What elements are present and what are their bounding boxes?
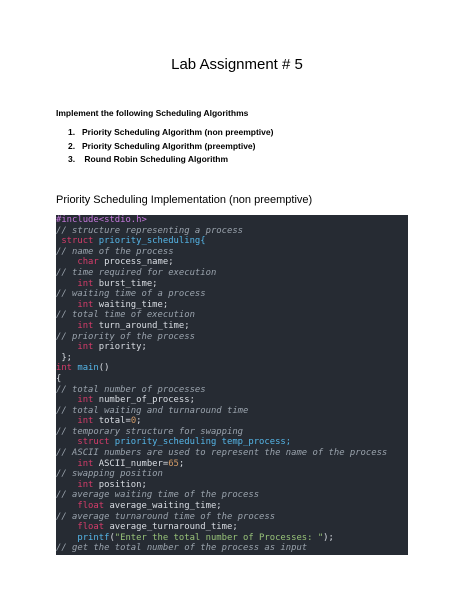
code-line [56,310,408,321]
code-token: // swapping position [56,469,163,480]
code-token: () [98,363,110,374]
code-token: struct [56,437,115,448]
code-token: float [56,522,110,533]
code-token: struct [56,236,99,247]
code-token: int [56,320,99,331]
code-token: turn_around_time; [98,320,190,331]
code-line [56,342,408,353]
code-line [56,257,408,268]
code-line [56,437,408,448]
code-token: 0 [130,416,137,427]
code-token: // total number of processes [56,384,206,395]
code-line [56,512,408,523]
list-item [68,126,273,140]
list-item-label: Priority Scheduling Algorithm (preemptive) [82,140,256,151]
code-token: 65 [168,458,179,469]
code-token: // total waiting and turnaround time [56,405,249,416]
code-token: // average turnaround time of the process [56,511,276,522]
code-line [56,363,408,374]
code-line [56,226,408,237]
list-item-label: Round Robin Scheduling Algorithm [82,154,229,164]
code-line [56,406,408,417]
assignment-intro: Implement the following Scheduling Algorithms [56,108,249,118]
code-token: // waiting time of a process [56,289,206,300]
code-token: int [56,278,99,289]
code-token: float [56,501,110,512]
code-token: waiting_time; [98,299,169,310]
list-item-label: Priority Scheduling Algorithm (non preemptive) [82,127,274,137]
section-heading: Priority Scheduling Implementation (non preemptive) [56,194,313,206]
code-token: priority_scheduling{ [98,236,206,247]
code-line [56,395,408,406]
code-line [56,469,408,480]
code-line [56,321,408,332]
code-token: // time required for execution [56,267,217,278]
code-token: char [56,257,105,268]
code-token: { [56,373,62,384]
code-token: // temporary structure for swapping [56,426,244,437]
code-block [56,215,408,555]
code-token: // structure representing a process [56,225,244,236]
code-line [56,490,408,501]
code-token: int [56,479,99,490]
code-token: // priority of the process [56,331,195,342]
code-token: #include<stdio.h> [56,215,147,225]
code-line [56,543,408,554]
code-token: number_of_process; [98,395,195,406]
code-line [56,289,408,300]
list-number: 3. [68,154,76,164]
code-token: burst_time; [98,278,158,289]
algorithm-list [68,126,273,167]
code-line [56,247,408,258]
code-token: int [56,363,78,374]
code-line [56,353,408,364]
code-token: total= [98,416,131,427]
code-token: // average waiting time of the process [56,490,260,501]
code-token: main [77,363,99,374]
code-line [56,501,408,512]
code-line [56,459,408,470]
code-token: ; [136,416,142,427]
code-line [56,300,408,311]
list-item [68,140,273,154]
code-line [56,332,408,343]
code-token: process_name; [104,257,174,268]
code-token: int [56,395,99,406]
code-token: priority_scheduling temp_process; [114,437,292,448]
code-line [56,215,408,226]
code-token: ); [323,532,334,543]
code-line [56,522,408,533]
code-token: int [56,416,99,427]
page-title: Lab Assignment # 5 [171,56,303,73]
list-item [68,153,273,167]
code-token: ; [178,458,185,469]
code-line [56,448,408,459]
code-token: position; [98,479,147,490]
code-line [56,279,408,290]
code-token: int [56,458,99,469]
code-token: average_turnaround_time; [109,522,238,533]
code-line [56,533,408,544]
code-line [56,385,408,396]
code-token: int [56,342,99,353]
code-token: }; [56,352,73,363]
code-token: "Enter the total number of Processes: " [114,532,324,543]
code-token: ( [109,532,115,543]
code-line [56,427,408,438]
code-token: // ASCII numbers are used to represent the name of the process [56,448,388,459]
code-token: // name of the process [56,246,174,257]
code-line [56,236,408,247]
code-token: // get the total number of the process as input [56,543,308,554]
code-line [56,416,408,427]
code-line [56,480,408,491]
code-token: int [56,299,99,310]
list-number: 2. [68,140,76,151]
code-token: average_waiting_time; [109,501,222,512]
list-number: 1. [68,127,76,137]
code-line [56,268,408,279]
code-token: // total time of execution [56,310,195,321]
code-token: printf [56,532,110,543]
code-token: ASCII_number= [98,458,169,469]
code-token: priority; [98,342,147,353]
code-line [56,374,408,385]
